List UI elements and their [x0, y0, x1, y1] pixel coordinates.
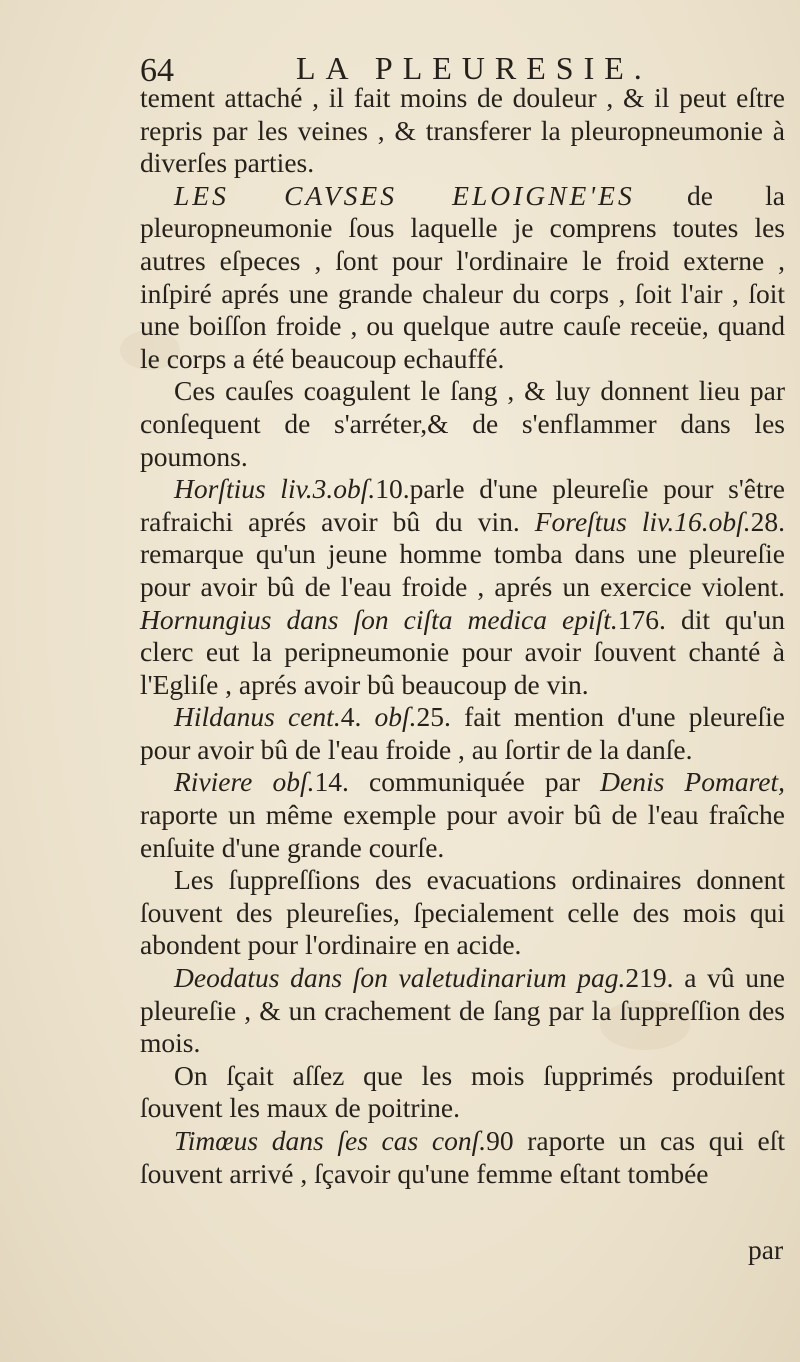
- citation: Foreſtus liv.16.obſ.: [534, 505, 751, 537]
- citation: Deodatus dans ſon valetudinarium pag.: [174, 962, 626, 994]
- paragraph-text: 25. fait mention d'une pleureſie pour avoir bû de l'eau froide , au ſortir de la danſe.: [140, 701, 785, 765]
- citation: Horſtius liv.3.obſ.: [174, 473, 376, 505]
- paragraph: [140, 1125, 785, 1190]
- paragraph: [140, 701, 785, 766]
- catchword: par: [748, 1234, 784, 1265]
- body-text: [140, 82, 785, 1190]
- running-title: LA PLEURESIE.: [296, 50, 652, 86]
- paragraph: [140, 962, 785, 1060]
- paragraph-text: 219. a vû une pleureſie , & un crachement de ſang par la ſuppreſſion des mois.: [140, 962, 785, 1059]
- paragraph: [140, 473, 785, 701]
- citation: Hornungius dans ſon ciſta medica epiſt.: [140, 603, 618, 635]
- paragraph-text: 176. dit qu'un clerc eut la peripneumonie pour avoir ſouvent chanté à l'Egliſe , aprés avoir bû beaucoup de vin.: [140, 603, 785, 700]
- paragraph: [140, 82, 785, 180]
- paragraph-text: 14. communiquée par: [314, 766, 601, 798]
- section-heading: LES CAVSES ELOIGNE'ES: [174, 179, 635, 211]
- paragraph-text: Ces cauſes coagulent le ſang , & luy donnent lieu par conſequent de s'arréter,& de s'enflammer dans les poumons.: [140, 375, 785, 472]
- paragraph-text: 10.parle d'une pleureſie pour s'être rafraichi aprés avoir bû du vin.: [140, 473, 785, 537]
- paragraph-text: On ſçait aſſez que les mois ſupprimés produiſent ſouvent les maux de poitrine.: [140, 1059, 785, 1124]
- paragraph-text: 4.: [340, 701, 375, 733]
- citation: Riviere obſ.: [174, 766, 315, 798]
- citation: Hildanus cent.: [174, 701, 341, 733]
- paragraph-text: tement attaché , il fait moins de douleur , & il peut eſtre repris par les veines , & transferer la pleuropneumonie à diverſes parties.: [140, 82, 785, 179]
- paragraph: [140, 864, 785, 962]
- paragraph: [140, 375, 785, 473]
- paragraph: [140, 1060, 785, 1125]
- paragraph-text: raporte un même exemple pour avoir bû de l'eau fraîche enſuite d'une grande courſe.: [140, 799, 785, 863]
- citation: Denis Pomaret,: [600, 766, 785, 798]
- paragraph-text: 90 raporte un cas qui eſt ſouvent arrivé , ſçavoir qu'une femme eſtant tombée: [140, 1125, 786, 1189]
- paragraph-text: de la pleuropneumonie ſous laquelle je comprens toutes les autres eſpeces , ſont pour l'ordinaire le froid externe , inſpiré aprés une grande chaleur du corps , ſoit l'air , ſoit une boiſſon froide , ou quelque autre cauſe receüe, quand le corps a été beaucoup echauffé.: [140, 179, 785, 374]
- citation: obſ.: [374, 701, 417, 733]
- paragraph-text: Les ſuppreſſions des evacuations ordinaires donnent ſouvent des pleureſies, ſpecialement celle des mois qui abondent pour l'ordinaire en acide.: [140, 864, 785, 961]
- paragraph: [140, 180, 785, 376]
- page-number: 64: [140, 52, 174, 89]
- paragraph: [140, 766, 785, 864]
- citation: Timœus dans ſes cas conſ.: [174, 1125, 487, 1156]
- paragraph-text: 28. remarque qu'un jeune homme tomba dans une pleureſie pour avoir bû de l'eau froide , aprés un exercice violent.: [140, 505, 785, 602]
